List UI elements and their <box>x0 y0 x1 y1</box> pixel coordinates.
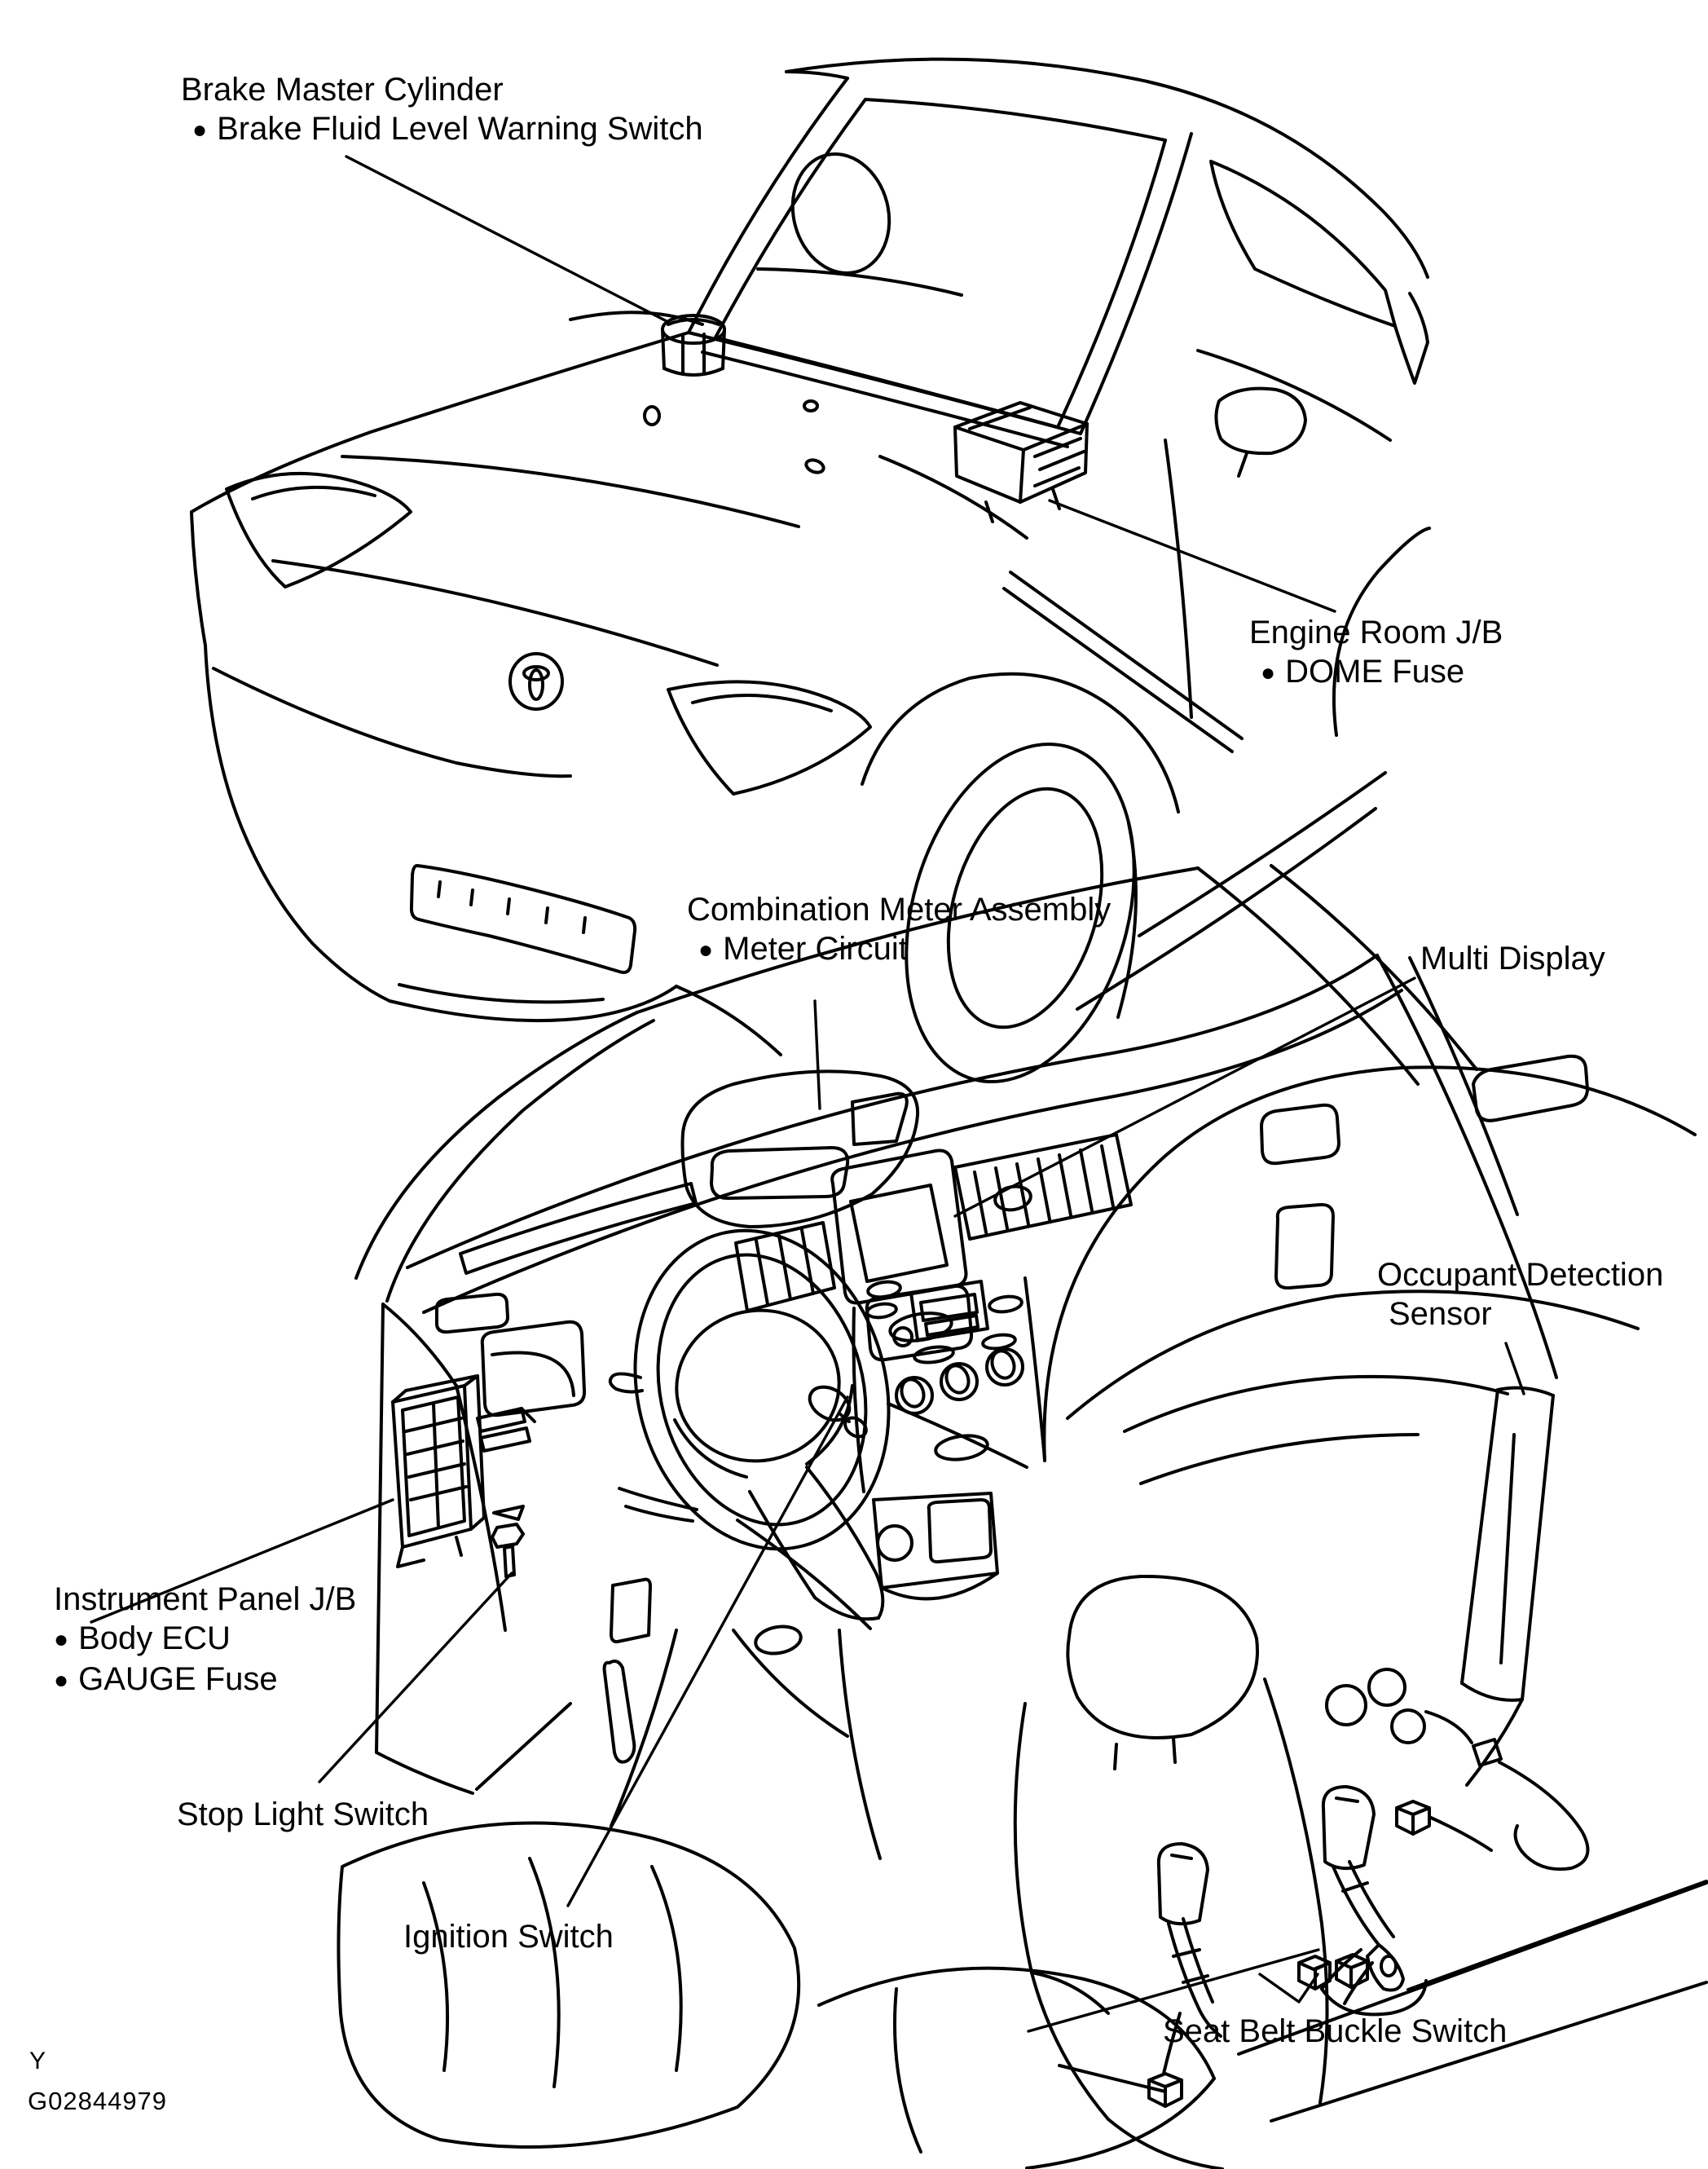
passenger-seat <box>819 1576 1327 2169</box>
leader-ignition-switch <box>568 1397 847 1906</box>
label-title: Combination Meter Assembly <box>687 892 1112 928</box>
label-engine-room-jb <box>1249 613 1503 693</box>
label-instrument-panel-jb <box>54 1580 356 1700</box>
label-ignition-switch <box>403 1917 614 1956</box>
label-title: Instrument Panel J/B <box>54 1581 357 1617</box>
occupant-detection-sensor-part <box>1327 1669 1587 1869</box>
label-item: Brake Fluid Level Warning Switch <box>217 111 703 147</box>
label-multi-display <box>1420 939 1605 978</box>
stop-light-switch-part <box>492 1506 523 1576</box>
driver-seat <box>338 1823 799 2147</box>
label-line: Sensor <box>1389 1296 1492 1332</box>
seat-belt-buckles <box>1149 1787 1426 2106</box>
leader-brake-master-cylinder <box>346 157 667 321</box>
label-brake-master-cylinder <box>181 70 703 150</box>
bullet-icon: ● <box>698 937 714 963</box>
label-title: Multi Display <box>1420 941 1605 976</box>
instrument-panel-jb-part <box>393 1376 535 1567</box>
floor-sill-lines <box>1059 1881 1706 2121</box>
label-title: Ignition Switch <box>403 1919 614 1955</box>
grille <box>412 866 635 972</box>
figure-id: G02844979 <box>28 2087 168 2115</box>
console <box>611 1520 880 1858</box>
label-title: Brake Master Cylinder <box>181 72 504 108</box>
leader-engine-room-jb <box>1050 500 1335 611</box>
leader-combination-meter <box>815 1001 820 1109</box>
leader-seat-belt-buckle-v <box>1260 1974 1318 2002</box>
label-item: DOME Fuse <box>1285 654 1465 690</box>
brake-master-cylinder-part <box>645 315 724 425</box>
leader-multi-display <box>955 978 1415 1216</box>
b-pillar <box>1462 1388 1553 1785</box>
label-occupant-sensor <box>1377 1255 1663 1334</box>
toyota-emblem <box>510 654 562 709</box>
label-item: Meter Circuit <box>723 931 908 967</box>
bullet-icon: ● <box>1261 659 1276 686</box>
bullet-icon: ● <box>192 117 208 143</box>
label-item: Body ECU <box>78 1620 231 1656</box>
bullet-icon: ● <box>54 1667 69 1694</box>
label-title: Stop Light Switch <box>177 1796 429 1832</box>
label-title: Engine Room J/B <box>1249 615 1503 650</box>
label-line: Occupant Detection <box>1377 1257 1664 1293</box>
page-marker: Y <box>29 2048 46 2074</box>
interior-figure <box>91 866 1706 2169</box>
label-seat-belt-buckle-switch <box>1163 2012 1507 2051</box>
label-item: GAUGE Fuse <box>78 1661 278 1697</box>
label-title: Seat Belt Buckle Switch <box>1163 2013 1508 2049</box>
label-stop-light-switch <box>177 1795 429 1834</box>
label-combination-meter <box>687 890 1111 970</box>
bullet-icon: ● <box>54 1626 69 1653</box>
